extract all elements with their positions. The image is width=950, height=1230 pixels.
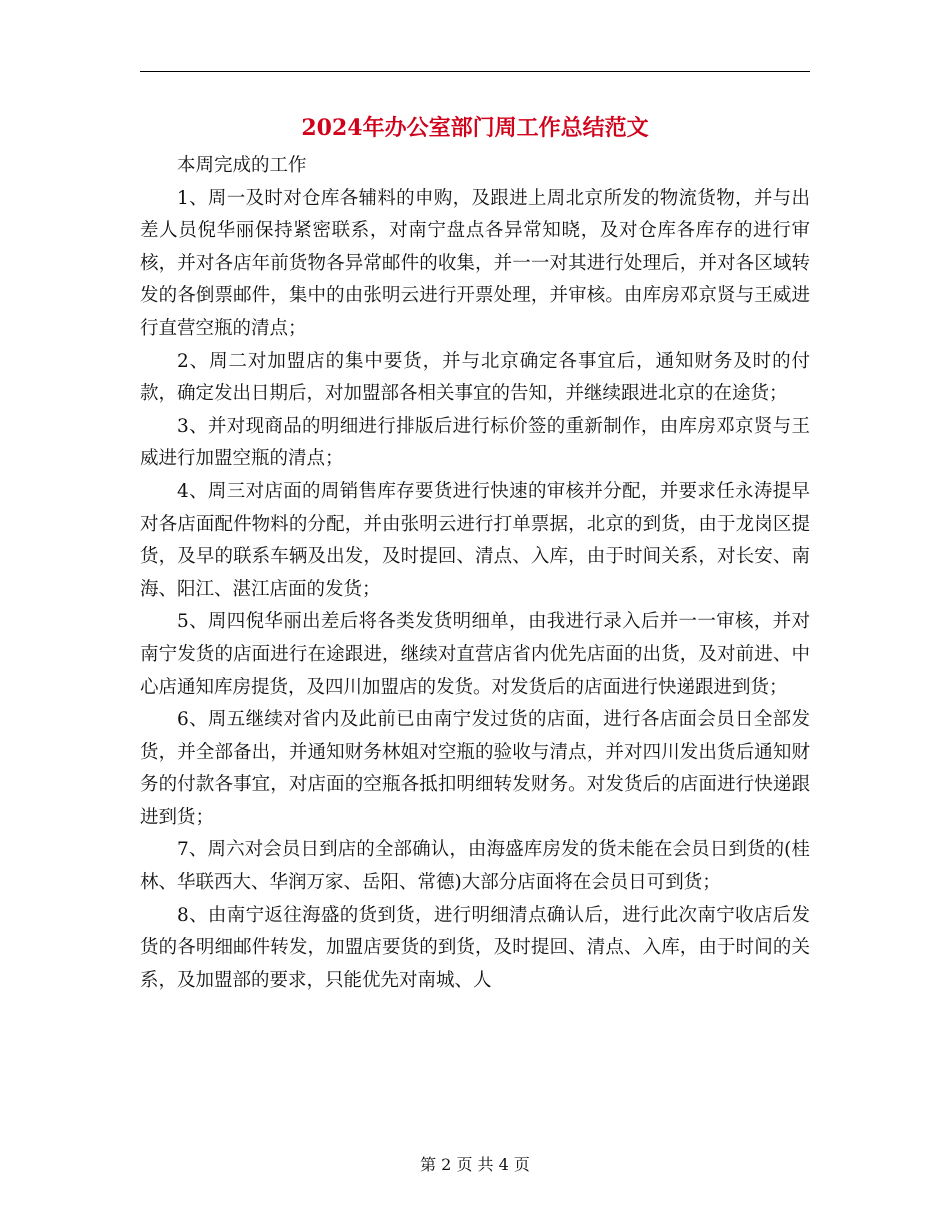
paragraph-item-5: 5、周四倪华丽出差后将各类发货明细单，由我进行录入后并一一审核，并对南宁发货的店面进行在途跟进，继续对直营店省内优先店面的出货，及对前进、中心店通知库房提货，及四川加盟店的发货。对发货后的店面进行快递跟进到货； bbox=[140, 611, 810, 698]
document-body bbox=[140, 150, 810, 997]
section-heading: 本周完成的工作 bbox=[177, 155, 307, 176]
paragraph-item-2: 2、周二对加盟店的集中要货，并与北京确定各事宜后，通知财务及时的付款，确定发出日期后，对加盟部各相关事宜的告知，并继续跟进北京的在途货； bbox=[140, 350, 810, 405]
paragraph-item-4: 4、周三对店面的周销售库存要货进行快速的审核并分配，并要求任永涛提早对各店面配件物料的分配，并由张明云进行打单票据，北京的到货，由于龙岗区提货，及早的联系车辆及出发，及时提回、清点、入库，由于时间关系，对长安、南海、阳江、湛江店面的发货； bbox=[140, 480, 810, 600]
paragraph-item-8: 8、由南宁返往海盛的货到货，进行明细清点确认后，进行此次南宁收店后发货的各明细邮件转发，加盟店要货的到货，及时提回、清点、入库，由于时间的关系，及加盟部的要求，只能优先对南城、人 bbox=[140, 904, 810, 991]
paragraph-item-1: 1、周一及时对仓库各辅料的申购，及跟进上周北京所发的物流货物，并与出差人员倪华丽保持紧密联系，对南宁盘点各异常知晓，及对仓库各库存的进行审核，并对各店年前货物各异常邮件的收集，并一一对其进行处理后，并对各区域转发的各倒票邮件，集中的由张明云进行开票处理，并审核。由库房邓京贤与王威进行直营空瓶的清点； bbox=[140, 187, 810, 339]
paragraph-item-6: 6、周五继续对省内及此前已由南宁发过货的店面，进行各店面会员日全部发货，并全部备出，并通知财务林姐对空瓶的验收与清点，并对四川发出货后通知财务的付款各事宜，对店面的空瓶各抵扣明细转发财务。对发货后的店面进行快递跟进到货； bbox=[140, 709, 810, 828]
paragraph-item-7: 7、周六对会员日到店的全部确认，由海盛库房发的货未能在会员日到货的(桂林、华联西大、华润万家、岳阳、常德)大部分店面将在会员日可到货； bbox=[140, 839, 810, 894]
paragraph-item-3: 3、并对现商品的明细进行排版后进行标价签的重新制作，由库房邓京贤与王威进行加盟空瓶的清点； bbox=[140, 415, 810, 470]
page-number-footer: 第 2 页 共 4 页 bbox=[420, 1155, 530, 1174]
document-title: 2024年办公室部门周工作总结范文 bbox=[301, 115, 649, 141]
header-rule bbox=[140, 71, 810, 72]
